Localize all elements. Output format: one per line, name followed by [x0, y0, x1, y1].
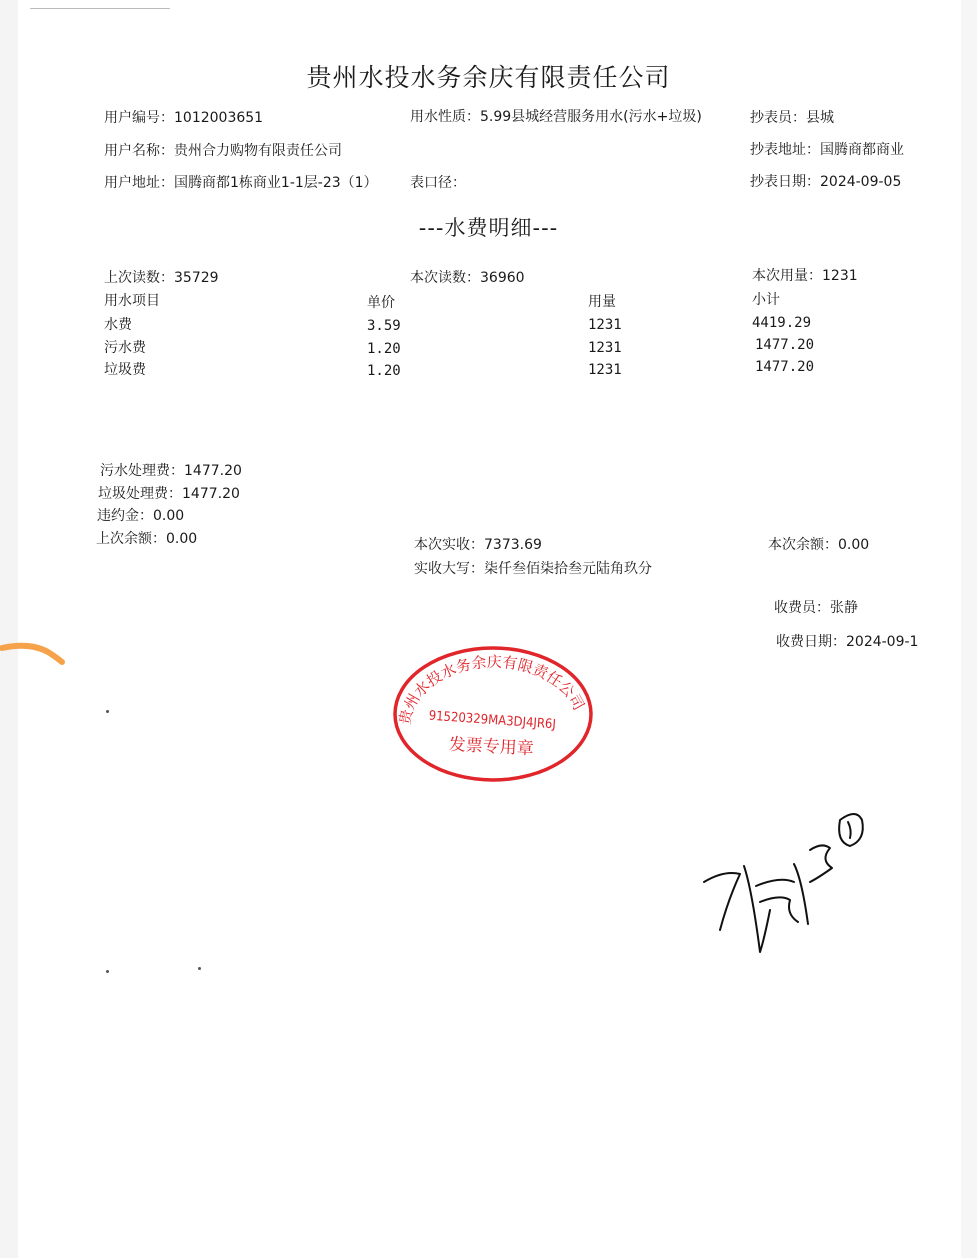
- payment-in-words: 实收大写：柒仟叁佰柒拾叁元陆角玖分: [414, 561, 652, 577]
- page-left-edge: [0, 0, 18, 1258]
- user-name: 用户名称：贵州合力购物有限责任公司: [104, 143, 342, 159]
- row-quantity: 1231: [588, 340, 622, 356]
- row-unit-price: 1.20: [367, 341, 401, 357]
- page-right-edge: [961, 0, 977, 1258]
- user-address: 用户地址：国腾商都1栋商业1-1层-23（1）: [104, 175, 378, 191]
- penalty: 违约金：0.00: [97, 508, 185, 524]
- header-quantity: 用量: [588, 294, 616, 310]
- water-type: 用水性质：5.99县城经营服务用水(污水+垃圾): [410, 109, 702, 125]
- seal-company-name: 贵州水投水务余庆有限责任公司: [395, 652, 588, 727]
- seal-tax-code: 91520329MA3DJ4JR6J: [428, 708, 557, 733]
- scan-artifact-line: [30, 8, 170, 9]
- scan-dot: [106, 710, 109, 713]
- section-title: ---水费明细---: [418, 216, 559, 240]
- meter-reader: 抄表员：县城: [750, 110, 834, 126]
- seal-purpose: 发票专用章: [448, 734, 535, 760]
- header-unit-price: 单价: [367, 295, 395, 311]
- user-number: 用户编号：1012003651: [104, 110, 264, 126]
- row-unit-price: 1.20: [367, 363, 401, 379]
- current-reading: 本次读数：36960: [410, 270, 525, 286]
- row-unit-price: 3.59: [367, 318, 401, 334]
- meter-caliber: 表口径：: [410, 175, 466, 191]
- read-address: 抄表地址：国腾商都商业: [750, 142, 904, 158]
- row-quantity: 1231: [588, 317, 622, 333]
- current-balance: 本次余额：0.00: [768, 537, 870, 553]
- row-item: 水费: [104, 317, 132, 333]
- handwritten-signature: [690, 790, 880, 970]
- row-subtotal: 4419.29: [752, 315, 812, 331]
- actual-payment: 本次实收：7373.69: [414, 537, 542, 553]
- read-date: 抄表日期：2024-09-05: [750, 174, 902, 190]
- current-usage: 本次用量：1231: [752, 268, 858, 284]
- row-subtotal: 1477.20: [755, 337, 815, 353]
- cashier-name: 收费员：张静: [774, 600, 858, 616]
- garbage-fee: 垃圾处理费：1477.20: [98, 486, 240, 502]
- row-subtotal: 1477.20: [755, 359, 815, 375]
- header-item: 用水项目: [104, 293, 160, 309]
- last-reading: 上次读数：35729: [104, 270, 219, 286]
- pen-mark-icon: [0, 640, 70, 670]
- header-subtotal: 小计: [752, 292, 780, 308]
- company-title: 贵州水投水务余庆有限责任公司: [306, 63, 671, 92]
- scan-dot: [106, 970, 109, 973]
- row-item: 污水费: [104, 340, 146, 356]
- scan-dot: [198, 967, 201, 970]
- cashier-date: 收费日期：2024-09-1: [776, 634, 919, 650]
- row-quantity: 1231: [588, 362, 622, 378]
- invoice-seal: [388, 640, 598, 788]
- last-balance: 上次余额：0.00: [96, 531, 198, 547]
- sewage-fee: 污水处理费：1477.20: [100, 463, 242, 479]
- row-item: 垃圾费: [104, 362, 146, 378]
